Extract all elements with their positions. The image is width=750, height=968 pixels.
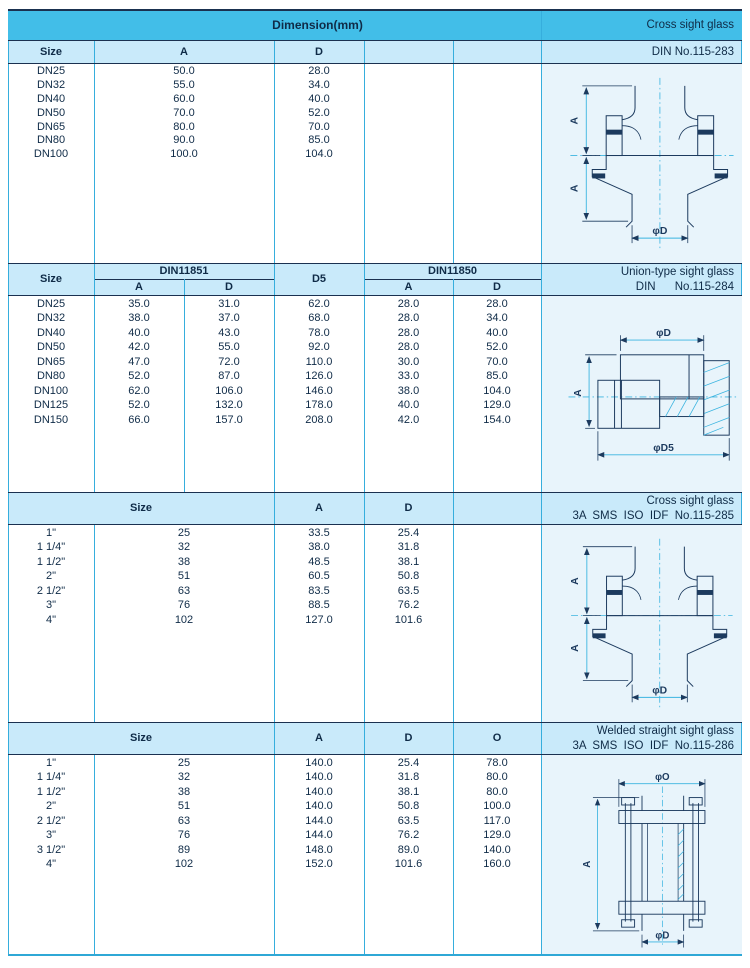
table-cell: 102 [174, 613, 194, 626]
table-cell: 100.0 [170, 148, 198, 161]
dim-label-phi-d: φD [652, 226, 668, 238]
table-cell: 38.1 [397, 555, 420, 568]
table-row [8, 785, 541, 799]
welded-straight-sight-glass-drawing [542, 755, 742, 954]
union-type-sight-glass-drawing [542, 296, 742, 492]
table-cell: 50.8 [397, 800, 420, 813]
product-title-text: Cross sight glass [646, 495, 734, 507]
table-cell: 28.0 [397, 326, 420, 339]
table-cell: 104.0 [305, 148, 333, 161]
dim-label-a2: A [569, 184, 581, 193]
table-cell: 70.0 [486, 355, 508, 368]
table-cell: 88.5 [308, 599, 330, 612]
table-cell: 30.0 [397, 355, 420, 368]
table-cell: 152.0 [305, 858, 333, 871]
table-cell: 38.0 [308, 541, 330, 554]
table-cell: 76 [177, 599, 191, 612]
section1-product-title: Cross sight glass [646, 19, 734, 31]
section1-drawing-panel [541, 64, 742, 263]
table-cell: DN25 [36, 298, 66, 310]
table-cell: 90.0 [173, 134, 195, 147]
table-cell: 4" [45, 858, 57, 871]
dim-label-phi-d: φD [655, 930, 670, 942]
column-divider [741, 723, 742, 754]
table-cell: 144.0 [305, 829, 333, 842]
table-cell: 28.0 [486, 298, 508, 310]
table-row [8, 584, 541, 598]
table-cell: DN50 [36, 341, 66, 354]
table-cell: 34.0 [308, 78, 330, 91]
column-divider [541, 723, 542, 754]
column-divider [364, 723, 365, 754]
table-cell: 117.0 [483, 814, 511, 827]
table-row [8, 326, 541, 340]
table-cell: 40.0 [397, 399, 420, 412]
table-cell: 85.0 [308, 134, 330, 147]
table-cell: 148.0 [305, 843, 333, 856]
dim-label-a1: A [569, 577, 581, 585]
column-divider [274, 493, 275, 524]
table-cell: 126.0 [305, 370, 333, 383]
table-row [8, 756, 541, 770]
table-row [8, 93, 541, 107]
section1-table [8, 65, 541, 162]
table-cell: 31.8 [397, 771, 420, 784]
table-cell: 87.0 [218, 370, 240, 383]
table-row [8, 843, 541, 857]
table-cell: 31.0 [218, 298, 240, 310]
column-divider [741, 41, 742, 63]
col-header-d5: D5 [311, 273, 327, 285]
table-cell: 66.0 [128, 413, 150, 426]
table-cell: 3 1/2" [36, 843, 66, 856]
dim-label-phi-d5: φD5 [653, 442, 674, 454]
table-cell: 40.0 [486, 326, 508, 339]
column-divider [274, 723, 275, 754]
table-cell: 72.0 [218, 355, 240, 368]
table-cell: 1 1/4" [36, 541, 66, 554]
standard-number-text: 3A SMS ISO IDF No.115-286 [572, 739, 734, 752]
table-cell: 38.0 [128, 312, 150, 325]
table-cell: 51 [177, 570, 191, 583]
table-cell: 28.0 [397, 312, 420, 325]
col-header-a: A [315, 502, 323, 514]
table-row [8, 555, 541, 569]
column-divider [364, 493, 365, 524]
table-row [8, 121, 541, 135]
table-cell: 55.0 [218, 341, 240, 354]
table-cell: 76 [177, 829, 191, 842]
table-cell: 28.0 [397, 341, 420, 354]
column-divider [453, 41, 454, 63]
table-cell: 2" [45, 800, 57, 813]
table-cell: DN32 [36, 312, 66, 325]
table-cell: 89 [177, 843, 191, 856]
column-divider [741, 264, 742, 295]
table-cell: 52.0 [128, 399, 150, 412]
table-cell: DN40 [36, 326, 66, 339]
table-cell: 32 [177, 541, 191, 554]
section2-drawing-panel [541, 296, 742, 492]
column-divider [94, 264, 95, 295]
table-cell: DN65 [36, 120, 66, 133]
table-cell: 60.5 [308, 570, 330, 583]
cross-sight-glass-drawing [542, 64, 742, 263]
column-divider [364, 41, 365, 63]
col-header-size: Size [39, 273, 62, 285]
col-header-o: O [492, 732, 502, 744]
table-cell: 62.0 [308, 298, 330, 310]
table-cell: DN80 [36, 134, 66, 147]
section1-header-row [8, 41, 742, 63]
table-cell: 52.0 [308, 106, 330, 119]
section4-product-title [541, 724, 742, 753]
dim-label-a: A [582, 860, 594, 868]
column-divider [8, 264, 9, 295]
table-cell: 28.0 [397, 298, 420, 310]
table-cell: DN25 [36, 65, 66, 77]
table-row [8, 398, 541, 412]
section3-header-row [8, 493, 742, 524]
table-cell: 40.0 [308, 92, 330, 105]
table-cell: 132.0 [215, 399, 243, 412]
table-cell: 127.0 [305, 613, 333, 626]
column-divider [453, 279, 454, 295]
col-header-size: Size [129, 732, 152, 744]
table-cell: 104.0 [483, 384, 511, 397]
table-cell: 2 1/2" [36, 584, 66, 597]
column-divider [94, 41, 95, 63]
table-cell: 63.5 [397, 814, 420, 827]
col-header-d: D [404, 502, 413, 514]
table-cell: 1" [45, 757, 57, 769]
table-row [8, 613, 541, 627]
table-cell: 52.0 [486, 341, 508, 354]
section1-body [8, 64, 742, 263]
table-cell: 50.8 [397, 570, 420, 583]
table-cell: 1 1/2" [36, 785, 66, 798]
table-cell: 60.0 [173, 92, 195, 105]
table-cell: 35.0 [128, 298, 150, 310]
product-title-text: Union-type sight glass [620, 266, 734, 278]
dim-label-phi-d: φD [652, 685, 668, 697]
table-cell: 160.0 [483, 858, 511, 871]
table-cell: 2" [45, 570, 57, 583]
table-cell: DN100 [33, 384, 69, 397]
table-cell: 1" [45, 527, 57, 539]
table-row [8, 384, 541, 398]
table-row [8, 148, 541, 162]
table-cell: 25 [177, 757, 191, 769]
table-cell: 63.5 [397, 584, 420, 597]
col-header-size: Size [39, 46, 62, 58]
table-cell: 85.0 [486, 370, 508, 383]
table-cell: 3" [45, 599, 57, 612]
column-divider [741, 493, 742, 524]
table-cell: 63 [177, 584, 191, 597]
section3-product-title [541, 494, 742, 523]
table-cell: 80.0 [173, 120, 195, 133]
table-cell: 100.0 [483, 800, 511, 813]
standard-number-text: 3A SMS ISO IDF No.115-285 [572, 509, 734, 522]
table-row [8, 369, 541, 383]
table-cell: 106.0 [215, 384, 243, 397]
column-divider [184, 279, 185, 295]
dim-label-a1: A [569, 116, 581, 125]
table-cell: 154.0 [483, 413, 511, 426]
section1-title-band [8, 11, 742, 40]
table-cell: 40.0 [128, 326, 150, 339]
section4-table [8, 756, 541, 872]
table-row [8, 297, 541, 311]
table-cell: 102 [174, 858, 194, 871]
table-cell: 140.0 [483, 843, 511, 856]
table-cell: DN100 [33, 148, 69, 161]
table-cell: 110.0 [305, 355, 333, 368]
table-row [8, 799, 541, 813]
section4-body [8, 755, 742, 954]
table-cell: DN40 [36, 92, 66, 105]
table-cell: 178.0 [305, 399, 333, 412]
table-row [8, 134, 541, 148]
table-cell: 38.0 [397, 384, 420, 397]
column-divider [274, 41, 275, 63]
table-cell: 76.2 [397, 599, 420, 612]
table-cell: 83.5 [308, 584, 330, 597]
section3-drawing-panel [541, 525, 742, 722]
column-divider [541, 11, 542, 40]
table-cell: 47.0 [128, 355, 150, 368]
table-cell: 80.0 [486, 771, 508, 784]
table-cell: 89.0 [397, 843, 420, 856]
column-divider [8, 493, 9, 524]
col-header-a: A [180, 46, 188, 58]
column-divider [364, 264, 365, 295]
table-cell: 140.0 [305, 785, 333, 798]
table-cell: 43.0 [218, 326, 240, 339]
dim-label-a2: A [569, 644, 581, 652]
dim-label-phi-d: φD [656, 328, 671, 340]
table-cell: 38.1 [397, 785, 420, 798]
col-header-d: D [404, 732, 413, 744]
column-divider [453, 493, 454, 524]
section3-table [8, 526, 541, 627]
bottom-rule [8, 954, 742, 956]
column-divider [453, 723, 454, 754]
table-row [8, 598, 541, 612]
table-cell: 31.8 [397, 541, 420, 554]
table-cell: 4" [45, 613, 57, 626]
table-cell: 42.0 [397, 413, 420, 426]
dim-label-phi-o: φO [655, 771, 670, 783]
table-row [8, 814, 541, 828]
table-cell: 78.0 [486, 757, 508, 769]
table-row [8, 857, 541, 871]
table-cell: 208.0 [305, 413, 333, 426]
table-cell: 68.0 [308, 312, 330, 325]
column-divider [8, 723, 9, 754]
table-cell: DN80 [36, 370, 66, 383]
section2-product-title [541, 265, 742, 294]
table-cell: 1 1/4" [36, 771, 66, 784]
column-divider [8, 41, 9, 63]
table-cell: 32 [177, 771, 191, 784]
table-cell: 129.0 [483, 399, 511, 412]
table-cell: 63 [177, 814, 191, 827]
table-cell: 101.6 [394, 858, 423, 871]
column-divider [541, 264, 542, 295]
table-row [8, 540, 541, 554]
col-header-d: D [225, 281, 233, 293]
dim-label-a: A [573, 389, 585, 397]
table-row [8, 770, 541, 784]
table-cell: 157.0 [215, 413, 243, 426]
table-cell: 76.2 [397, 829, 420, 842]
table-cell: 70.0 [308, 120, 330, 133]
table-cell: 62.0 [128, 384, 150, 397]
table-row [8, 311, 541, 325]
section3-body [8, 525, 742, 722]
table-cell: 146.0 [305, 384, 333, 397]
table-cell: 48.5 [308, 555, 330, 568]
table-row [8, 413, 541, 427]
section1-standard-number: DIN No.115-283 [651, 46, 734, 58]
table-cell: 78.0 [308, 326, 330, 339]
col-header-d: D [493, 281, 501, 293]
table-cell: 50.0 [173, 65, 195, 77]
col-header-a: A [315, 732, 323, 744]
table-cell: 80.0 [486, 785, 508, 798]
table-cell: 33.0 [397, 370, 420, 383]
table-cell: 140.0 [305, 771, 333, 784]
table-cell: DN50 [36, 106, 66, 119]
table-row [8, 65, 541, 79]
table-cell: DN65 [36, 355, 66, 368]
col-group-din11850: DIN11850 [428, 265, 477, 277]
table-cell: DN125 [33, 399, 69, 412]
col-group-din11851: DIN11851 [159, 265, 209, 277]
product-title-text: Welded straight sight glass [596, 725, 734, 737]
table-cell: 101.6 [394, 613, 423, 626]
col-header-size: Size [129, 502, 152, 514]
table-cell: 140.0 [305, 800, 333, 813]
table-cell: 38 [177, 785, 191, 798]
column-divider [274, 264, 275, 295]
table-cell: 37.0 [218, 312, 240, 325]
table-cell: 34.0 [486, 312, 508, 325]
table-cell: 140.0 [305, 757, 333, 769]
table-row [8, 526, 541, 540]
col-header-d: D [315, 46, 323, 58]
dimension-mm-label: Dimension(mm) [272, 18, 363, 32]
column-divider [541, 493, 542, 524]
table-cell: 129.0 [483, 829, 511, 842]
section2-header-row [8, 264, 742, 295]
section2-body [8, 296, 742, 492]
table-row [8, 355, 541, 369]
table-cell: 2 1/2" [36, 814, 66, 827]
table-cell: 70.0 [173, 106, 195, 119]
table-cell: DN32 [36, 78, 66, 91]
cross-sight-glass-3a-drawing [542, 525, 742, 722]
table-cell: 38 [177, 555, 191, 568]
table-cell: 33.5 [308, 527, 330, 539]
col-header-a: A [404, 281, 413, 293]
table-cell: 25.4 [397, 757, 420, 769]
standard-number-text: DIN No.115-284 [635, 280, 734, 293]
table-cell: 92.0 [308, 341, 330, 354]
table-cell: 52.0 [128, 370, 150, 383]
table-cell: 3" [45, 829, 57, 842]
section4-header-row [8, 723, 742, 754]
table-cell: 55.0 [173, 78, 195, 91]
table-row [8, 107, 541, 121]
table-row [8, 828, 541, 842]
table-row [8, 79, 541, 93]
section2-table [8, 297, 541, 427]
table-cell: 144.0 [305, 814, 333, 827]
section4-drawing-panel [541, 755, 742, 954]
table-cell: DN150 [33, 413, 69, 426]
column-divider [541, 41, 542, 63]
table-cell: 25 [177, 527, 191, 539]
table-cell: 51 [177, 800, 191, 813]
table-cell: 42.0 [128, 341, 150, 354]
table-cell: 1 1/2" [36, 555, 66, 568]
table-row [8, 340, 541, 354]
col-header-a: A [135, 281, 143, 293]
table-cell: 28.0 [308, 65, 330, 77]
table-row [8, 569, 541, 583]
table-cell: 25.4 [397, 527, 420, 539]
